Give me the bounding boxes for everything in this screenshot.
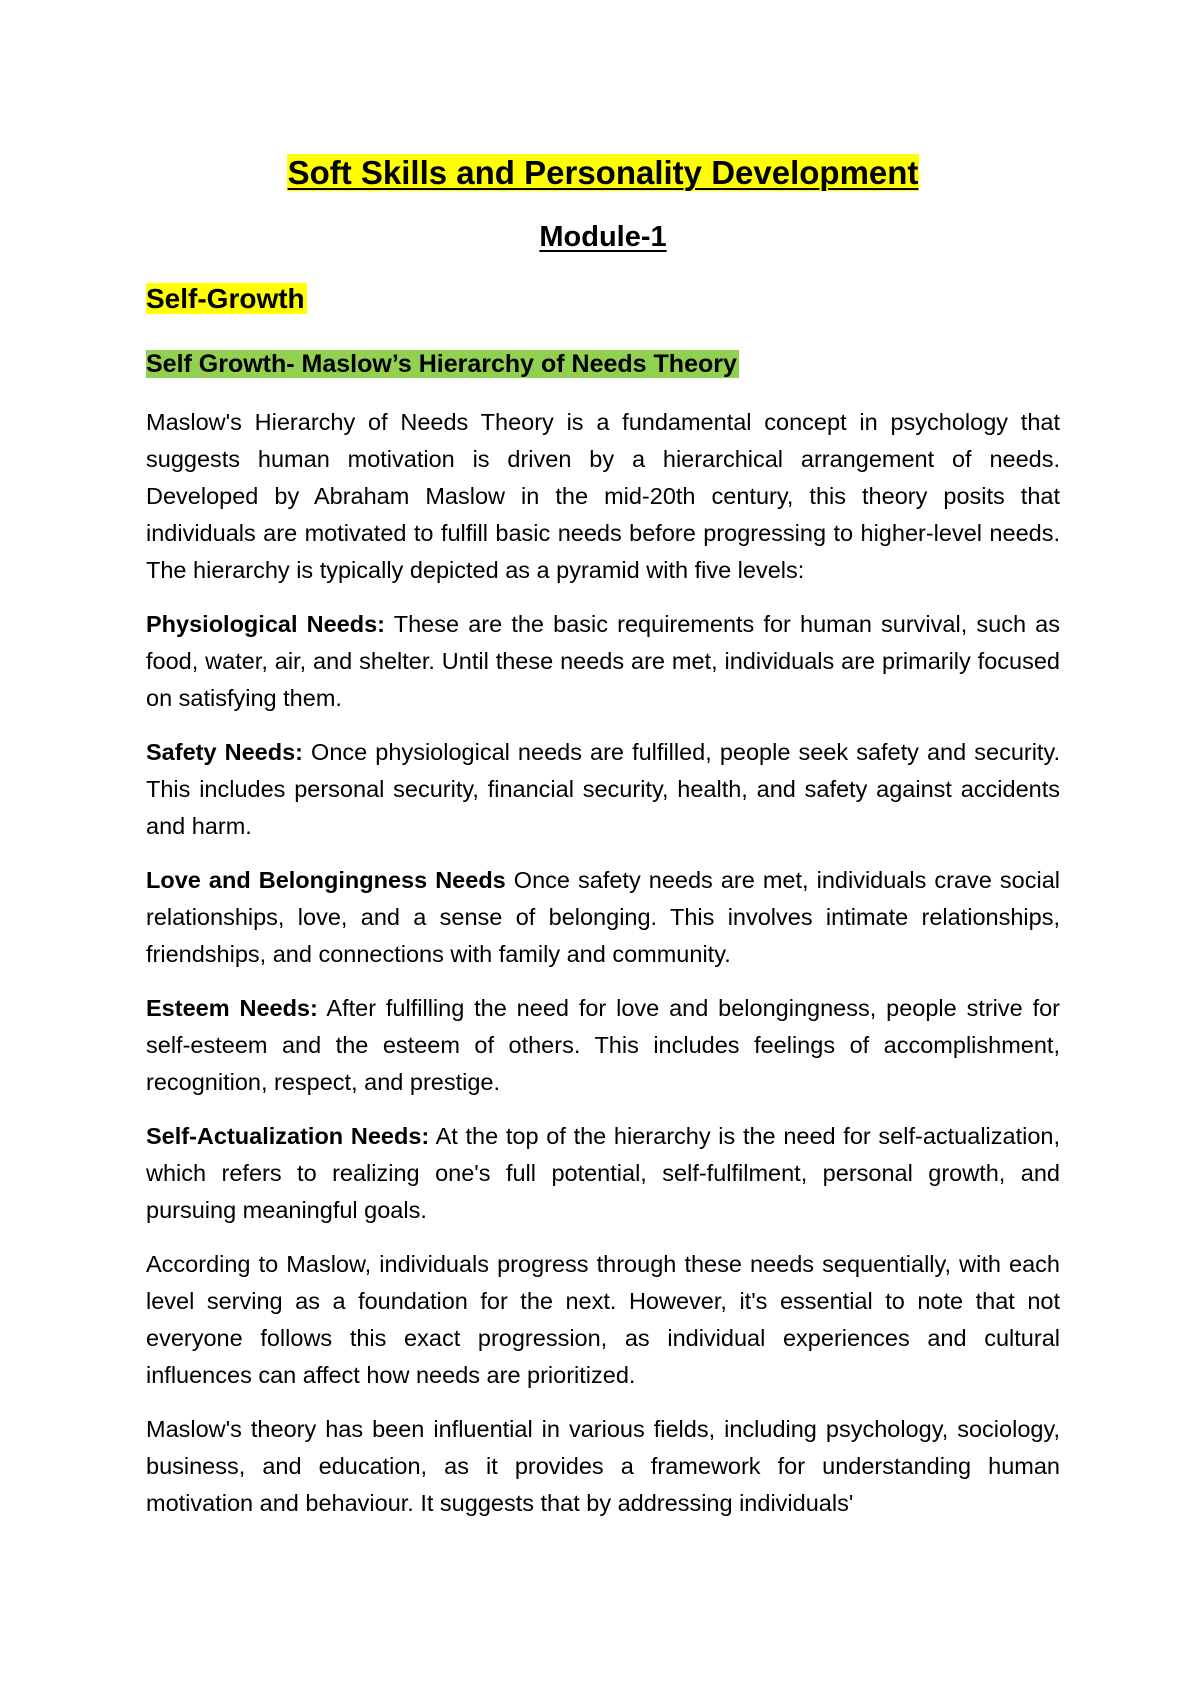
module-label-text: Module-1	[539, 221, 667, 253]
progression-paragraph: According to Maslow, individuals progress through these needs sequentially, with each level serving as a foundation for the next. However, it's essential to note that not everyone follows this exact progression, as individual experiences and cultural influences can affect how needs are prioritized.	[146, 1251, 1060, 1388]
need-label: Self-Actualization Needs:	[146, 1123, 430, 1149]
need-paragraph-esteem	[146, 990, 1060, 1101]
need-label: Esteem Needs:	[146, 995, 318, 1021]
document-body	[146, 404, 1060, 1539]
need-text: Once physiological needs are fulfilled, people seek safety and security. This includes personal security, financial security, health, and safety against accidents and harm.	[146, 739, 1060, 839]
need-label: Love and Belongingness Needs	[146, 867, 506, 893]
need-paragraph-self-actualization	[146, 1118, 1060, 1229]
need-label: Safety Needs:	[146, 739, 303, 765]
need-paragraph-safety	[146, 734, 1060, 845]
section-heading-text: Self-Growth	[146, 283, 305, 314]
influence-paragraph: Maslow's theory has been influential in various fields, including psychology, sociology, business, and education, as it provides a framework for understanding human motivation and behaviour. It suggests that by addressing individuals'	[146, 1416, 1060, 1516]
need-paragraph-love-belonging	[146, 862, 1060, 973]
document-title-text: Soft Skills and Personality Development	[287, 154, 919, 191]
need-text: After fulfilling the need for love and belongingness, people strive for self-esteem and the esteem of others. This includes feelings of accomplishment, recognition, respect, and prestige.	[146, 995, 1061, 1095]
need-paragraph-physiological	[146, 606, 1060, 717]
subsection-heading-text: Self Growth- Maslow’s Hierarchy of Needs Theory	[146, 350, 737, 378]
need-text: Once safety needs are met, individuals crave social relationships, love, and a sense of belonging. This involves intimate relationships, friendships, and connections with family and community.	[146, 867, 1060, 967]
intro-paragraph: Maslow's Hierarchy of Needs Theory is a fundamental concept in psychology that suggests human motivation is driven by a hierarchical arrangement of needs. Developed by Abraham Maslow in the mid-20th century, this theory posits that individuals are motivated to fulfill basic needs before progressing to higher-level needs. The hierarchy is typically depicted as a pyramid with five levels:	[146, 409, 1060, 583]
section-heading	[146, 280, 307, 318]
need-text: At the top of the hierarchy is the need for self-actualization, which refers to realizing one's full potential, self-fulfilment, personal growth, and pursuing meaningful goals.	[146, 1123, 1060, 1223]
module-label	[146, 217, 1060, 257]
document-title	[146, 150, 1060, 196]
subsection-heading	[146, 346, 739, 382]
need-label: Physiological Needs:	[146, 611, 386, 637]
need-text: These are the basic requirements for human survival, such as food, water, air, and shelter. Until these needs are met, individuals are primarily focused on satisfying them.	[146, 611, 1060, 711]
